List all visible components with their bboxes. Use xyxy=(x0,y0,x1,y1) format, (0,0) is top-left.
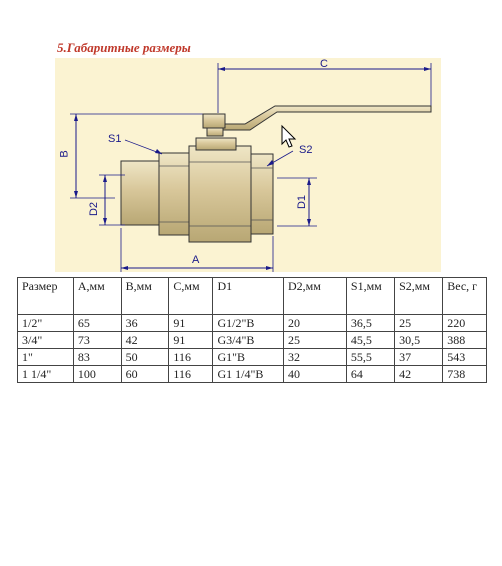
table-cell: 36 xyxy=(121,315,169,332)
table-cell: 73 xyxy=(73,332,121,349)
col-header-s1: S1,мм xyxy=(346,278,394,315)
col-header-weight: Вес, г xyxy=(443,278,487,315)
table-cell: 220 xyxy=(443,315,487,332)
table-cell: 42 xyxy=(395,366,443,383)
table-cell: 64 xyxy=(346,366,394,383)
mouse-cursor-icon xyxy=(282,126,295,147)
table-row xyxy=(18,349,487,366)
valve-dimension-drawing xyxy=(55,58,441,272)
table-cell: G3/4"B xyxy=(213,332,284,349)
arrow-c-right xyxy=(424,67,431,71)
dimensions-table xyxy=(17,277,487,383)
table-cell: 543 xyxy=(443,349,487,366)
col-header-d1: D1 xyxy=(213,278,284,315)
table-cell: 91 xyxy=(169,332,213,349)
table-cell: 45,5 xyxy=(346,332,394,349)
table-cell: 65 xyxy=(73,315,121,332)
table-cell: G1 1/4"B xyxy=(213,366,284,383)
table-row xyxy=(18,332,487,349)
table-cell: 40 xyxy=(284,366,347,383)
female-end-s2 xyxy=(251,154,273,234)
label-s2: S2 xyxy=(299,144,313,156)
table-cell: 25 xyxy=(284,332,347,349)
label-a: A xyxy=(192,254,200,266)
table-cell: 25 xyxy=(395,315,443,332)
col-header-size: Размер xyxy=(18,278,74,315)
table-cell: G1"B xyxy=(213,349,284,366)
table-cell: 37 xyxy=(395,349,443,366)
table-cell: 388 xyxy=(443,332,487,349)
col-header-c: С,мм xyxy=(169,278,213,315)
table-cell: 50 xyxy=(121,349,169,366)
table-cell: 20 xyxy=(284,315,347,332)
valve-drawing-svg xyxy=(55,58,441,272)
valve-body xyxy=(189,146,251,242)
arrow-b-bottom xyxy=(74,191,78,198)
table-cell: G1/2"B xyxy=(213,315,284,332)
table-cell: 60 xyxy=(121,366,169,383)
label-d2: D2 xyxy=(88,201,101,217)
table-cell: 83 xyxy=(73,349,121,366)
label-c: C xyxy=(320,58,328,70)
label-s1: S1 xyxy=(108,133,122,145)
table-cell: 1" xyxy=(18,349,74,366)
table-cell: 36,5 xyxy=(346,315,394,332)
table-cell: 55,5 xyxy=(346,349,394,366)
table-header-row xyxy=(18,278,487,315)
table-cell: 1 1/4" xyxy=(18,366,74,383)
table-cell: 100 xyxy=(73,366,121,383)
col-header-a: А,мм xyxy=(73,278,121,315)
label-b: B xyxy=(58,150,71,158)
stem xyxy=(207,128,223,136)
table-cell: 32 xyxy=(284,349,347,366)
col-header-d2: D2,мм xyxy=(284,278,347,315)
handle-nut xyxy=(203,114,225,128)
table-cell: 116 xyxy=(169,366,213,383)
table-row xyxy=(18,315,487,332)
col-header-s2: S2,мм xyxy=(395,278,443,315)
table-cell: 116 xyxy=(169,349,213,366)
table-cell: 3/4" xyxy=(18,332,74,349)
label-d1: D1 xyxy=(296,194,309,210)
valve-handle xyxy=(218,106,431,130)
section-heading: 5.Габаритные размеры xyxy=(57,40,191,55)
table-cell: 738 xyxy=(443,366,487,383)
union-nut-s1 xyxy=(159,153,189,235)
table-cell: 91 xyxy=(169,315,213,332)
table-cell: 30,5 xyxy=(395,332,443,349)
table-cell: 42 xyxy=(121,332,169,349)
table-cell: 1/2" xyxy=(18,315,74,332)
col-header-b: В,мм xyxy=(121,278,169,315)
arrow-c-left xyxy=(218,67,225,71)
arrow-b-top xyxy=(74,114,78,121)
stem-housing xyxy=(196,138,236,150)
table-row xyxy=(18,366,487,383)
